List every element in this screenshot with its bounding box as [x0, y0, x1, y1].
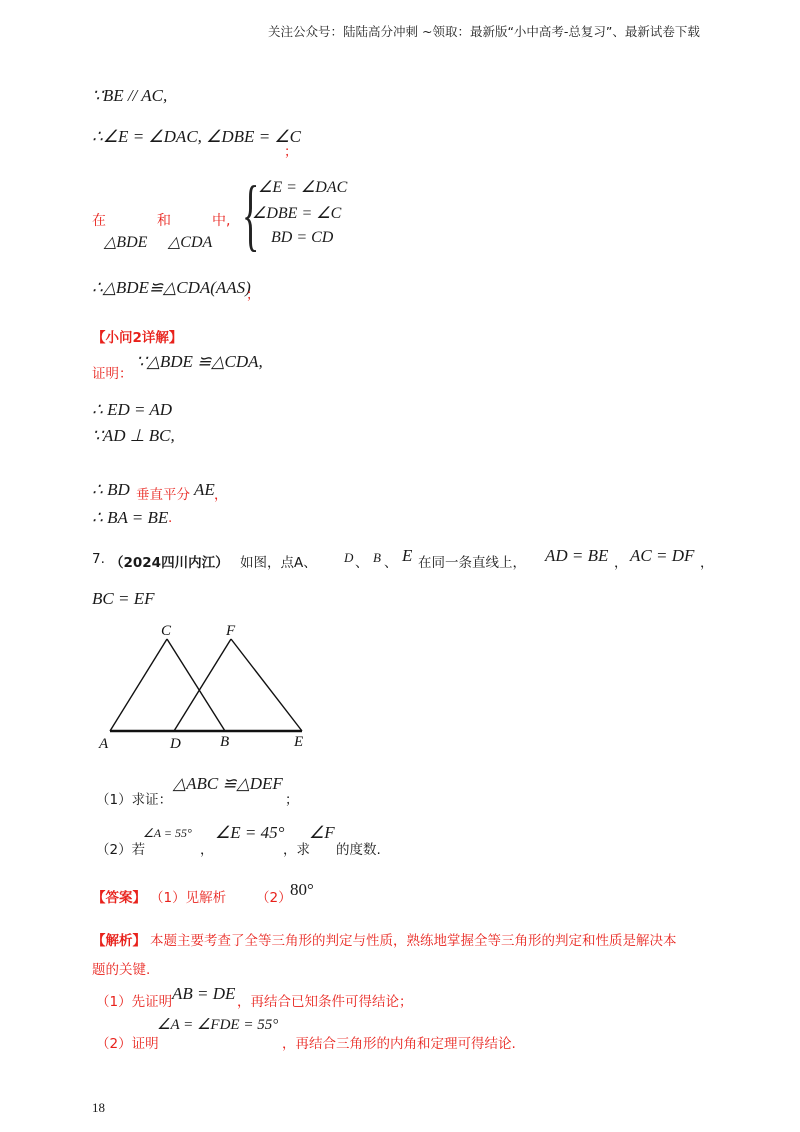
q2-line-4-end: ， — [214, 487, 228, 503]
problem-sep-2: 、 — [384, 555, 398, 571]
answer-part-2: （2） — [256, 890, 292, 906]
analysis-step-1-b: ，再结合已知条件可得结论； — [237, 994, 413, 1010]
problem-point-d: D — [344, 550, 354, 565]
condition-1: AD = BE — [545, 546, 609, 565]
label-b: B — [220, 734, 230, 750]
condition-3: BC = EF — [92, 589, 155, 608]
system-eq-1: ∠E = ∠DAC — [258, 179, 348, 196]
system-eq-2: ∠DBE = ∠C — [252, 205, 342, 222]
problem-text-1: 如图，点A、 — [240, 555, 317, 571]
proof-label: 证明： — [92, 366, 133, 382]
problem-text-2: 在同一条直线上， — [418, 555, 526, 571]
q2-line-3: ∵AD ⊥ BC, — [92, 426, 175, 445]
edge-ac — [110, 639, 167, 731]
system-eq-3: BD = CD — [271, 229, 334, 246]
part-1-math: △ABC ≌△DEF — [173, 774, 283, 793]
label-f: F — [226, 623, 236, 639]
analysis-label: 【解析】 — [92, 933, 146, 949]
analysis-step-2-b: ，再结合三角形的内角和定理可得结论. — [282, 1036, 516, 1052]
problem-number: 7. — [92, 551, 105, 567]
q2-line-4-text: 垂直平分 — [136, 487, 190, 503]
part-2-angle-a: ∠A = 55° — [143, 826, 192, 840]
q2-line-4-ae: AE — [194, 480, 215, 499]
analysis-step-1-math: AB = DE — [172, 984, 236, 1003]
q2-line-5-end: . — [168, 510, 173, 526]
analysis-step-2-math: ∠A = ∠FDE = 55° — [157, 1017, 279, 1033]
label-a: A — [99, 736, 109, 752]
part-1-end: ； — [285, 792, 299, 808]
proof-conclusion-end: ； — [246, 287, 260, 303]
label-c: C — [161, 623, 172, 639]
system-brace: { — [242, 171, 260, 259]
part-2-comma-1: ， — [200, 842, 214, 858]
analysis-text-2: 题的关键. — [92, 962, 151, 978]
q2-line-5: ∴ BA = BE — [92, 508, 169, 527]
part-2-angle-e: ∠E = 45° — [215, 823, 285, 842]
proof-line-1: ∵BE // AC, — [92, 86, 168, 105]
part-2-label: （2）若 — [96, 842, 146, 858]
q2-line-2: ∴ ED = AD — [92, 400, 173, 419]
edge-cb — [167, 639, 225, 731]
label-e: E — [294, 734, 304, 750]
analysis-text-1: 本题主要考查了全等三角形的判定与性质，熟练地掌握全等三角形的判定和性质是解决本 — [150, 933, 677, 949]
analysis-step-1-a: （1）先证明 — [96, 994, 173, 1010]
problem-sep-1: 、 — [355, 555, 369, 571]
problem-comma-1: ， — [614, 555, 628, 571]
part-2-ask: ，求 — [283, 842, 310, 858]
in-label-he: 和 — [157, 213, 171, 229]
label-d: D — [170, 736, 181, 752]
part-1-label: （1）求证： — [96, 792, 173, 808]
in-label-zhong: 中, — [212, 213, 231, 229]
answer-value: 80° — [290, 880, 314, 899]
triangle-bde: △BDE — [104, 234, 148, 251]
problem-point-b: B — [373, 550, 381, 565]
q2-line-4-math: ∴ BD — [92, 480, 130, 499]
triangle-cda: △CDA — [168, 234, 213, 251]
analysis-step-2-a: （2）证明 — [96, 1036, 159, 1052]
proof-line-2: ∴∠E = ∠DAC, ∠DBE = ∠C — [92, 127, 301, 146]
page-header: 关注公众号：陆陆高分冲刺 ~领取：最新版“小中高考-总复习”、最新试卷下载 — [268, 24, 700, 39]
part-2-angle-f: ∠F — [309, 823, 335, 842]
triangle-figure — [95, 615, 325, 755]
condition-2: AC = DF — [630, 546, 695, 565]
problem-source: （2024四川内江） — [110, 555, 229, 571]
q2-line-1: ∵△BDE ≌△CDA, — [136, 352, 263, 371]
page-number: 18 — [92, 1100, 105, 1115]
proof-line-2-end: ； — [284, 144, 298, 160]
edge-fe — [231, 639, 302, 731]
q2-heading: 【小问2详解】 — [92, 330, 183, 346]
proof-conclusion: ∴△BDE≌△CDA(AAS) — [92, 278, 251, 297]
in-label-zai: 在 — [92, 213, 106, 229]
answer-part-1: （1）见解析 — [150, 890, 227, 906]
problem-comma-2: ， — [700, 555, 714, 571]
edge-df — [174, 639, 231, 731]
part-2-end: 的度数. — [336, 842, 381, 858]
problem-point-e: E — [402, 546, 413, 565]
answer-label: 【答案】 — [92, 890, 146, 906]
